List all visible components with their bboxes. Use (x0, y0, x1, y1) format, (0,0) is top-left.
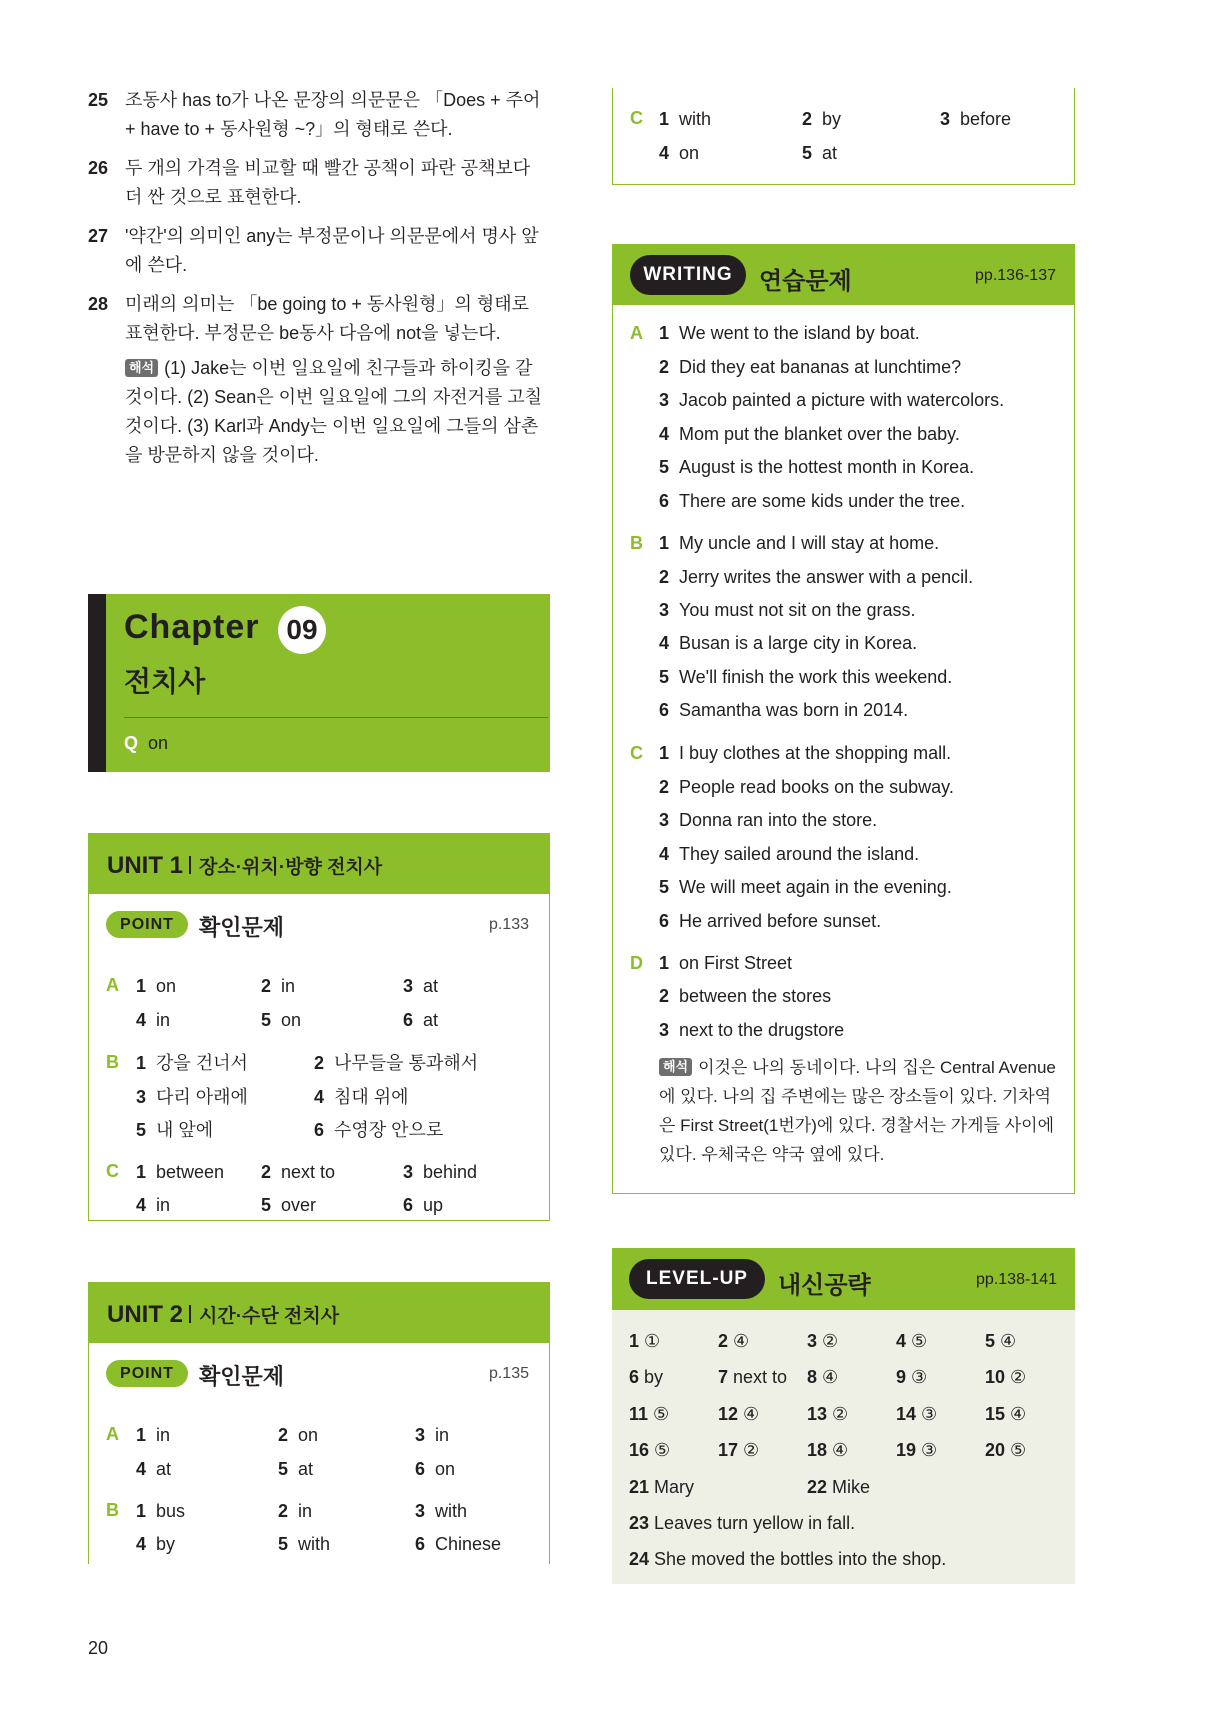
answer-line: 1 My uncle and I will stay at home. (659, 533, 940, 553)
unit2-header (89, 1283, 549, 1343)
answer: 4 at (136, 1459, 172, 1479)
answer: 10 ② (985, 1367, 1027, 1387)
unit-label: UNIT 2 (107, 1301, 184, 1328)
note-number: 26 (88, 158, 109, 178)
answer-line: 2 People read books on the subway. (659, 777, 954, 797)
note-text: 미래의 의미는 「be going to + 동사원형」의 형태로 표현한다. 부정문은 be동사 다음에 not을 넣는다. (125, 294, 530, 343)
note-number: 28 (88, 294, 109, 314)
label-a: A (106, 1424, 119, 1444)
writing-box (612, 244, 1075, 1194)
answer: 22 Mike (807, 1477, 871, 1497)
note-number: 25 (88, 90, 109, 110)
answer: 3 ② (807, 1331, 839, 1351)
answer: 1 between (136, 1162, 225, 1182)
answer-line: 6 He arrived before sunset. (659, 911, 882, 931)
unit-subtitle: 시간·수단 전치사 (199, 1306, 340, 1327)
answer-line: 4 Busan is a large city in Korea. (659, 633, 918, 653)
label-c: C (106, 1161, 119, 1181)
unit2-box (88, 1282, 550, 1564)
answer: 5 ④ (985, 1331, 1017, 1351)
answer-line: 1 on First Street (659, 953, 793, 973)
answer: 1 in (136, 1425, 171, 1445)
answer-line: 4 Mom put the blanket over the baby. (659, 424, 960, 444)
answer: 13 ② (807, 1404, 849, 1424)
note-25 (88, 86, 550, 144)
answer-line: 2 between the stores (659, 986, 832, 1006)
answer: 1 강을 건너서 (136, 1053, 248, 1073)
note-text: 조동사 has to가 나온 문장의 의문문은 「Does + 주어 + have to + 동사원형 ~?」의 형태로 쓴다. (125, 90, 541, 139)
answer: 18 ④ (807, 1440, 849, 1460)
answer: 4 by (136, 1534, 176, 1554)
answer: 5 on (261, 1010, 302, 1030)
answer: 3 with (415, 1501, 468, 1521)
label-a: A (106, 975, 119, 995)
note-28 (88, 290, 550, 470)
section-title: 내신공략 (778, 1272, 871, 1299)
answer: 5 내 앞에 (136, 1120, 214, 1140)
label-b: B (630, 533, 643, 553)
answer: 5 with (278, 1534, 331, 1554)
answer: 9 ③ (896, 1367, 928, 1387)
page-reference: p.133 (488, 916, 529, 933)
answer: 1 with (659, 109, 712, 129)
note-26 (88, 154, 550, 212)
d-translation (659, 1053, 1059, 1169)
answer: 5 at (802, 143, 838, 163)
section-title: 확인문제 (199, 1364, 285, 1389)
section-title: 확인문제 (199, 915, 285, 940)
answer: 4 on (659, 143, 700, 163)
page-reference: p.135 (488, 1365, 529, 1382)
answer: 1 ① (629, 1331, 661, 1351)
answer: 2 next to (261, 1162, 336, 1182)
levelup-badge: LEVEL-UP (629, 1259, 765, 1299)
answer: 2 나무들을 통과해서 (314, 1053, 479, 1073)
q-answer: on (148, 733, 169, 753)
answer: 16 ⑤ (629, 1440, 671, 1460)
answer: 15 ④ (985, 1404, 1027, 1424)
answer-line: 3 next to the drugstore (659, 1020, 845, 1040)
answer: 6 up (403, 1195, 444, 1215)
note-number: 27 (88, 226, 109, 246)
page-reference: pp.138-141 (976, 1271, 1057, 1288)
answer: 3 at (403, 976, 439, 996)
answer: 20 ⑤ (985, 1440, 1027, 1460)
answer: 23 Leaves turn yellow in fall. (629, 1513, 856, 1533)
answer: 3 다리 아래에 (136, 1087, 248, 1107)
unit-separator (189, 856, 191, 874)
answer: 4 in (136, 1195, 171, 1215)
answer: 12 ④ (718, 1404, 760, 1424)
unit-label: UNIT 1 (107, 852, 184, 879)
translation-badge: 해석 (125, 359, 158, 377)
answer: 6 at (403, 1010, 439, 1030)
answer: 3 behind (403, 1162, 478, 1182)
point-badge: POINT (106, 911, 188, 938)
q-label: Q (124, 733, 139, 753)
answer: 1 bus (136, 1501, 186, 1521)
answer: 24 She moved the bottles into the shop. (629, 1549, 947, 1569)
unit2-title (107, 1301, 339, 1329)
label-b: B (106, 1052, 119, 1072)
answer: 2 in (261, 976, 296, 996)
levelup-box (612, 1248, 1075, 1584)
answer: 4 침대 위에 (314, 1087, 409, 1107)
chapter-q (124, 733, 168, 754)
answer: 2 in (278, 1501, 313, 1521)
chapter-banner (88, 594, 550, 772)
answer: 3 before (940, 109, 1012, 129)
label-c: C (630, 108, 643, 128)
note-translation (125, 354, 550, 470)
note-27 (88, 222, 550, 280)
answer: 8 ④ (807, 1367, 839, 1387)
note-text: 두 개의 가격을 비교할 때 빨간 공책이 파란 공책보다 더 싼 것으로 표현한다. (125, 158, 531, 207)
answer-line: 6 There are some kids under the tree. (659, 491, 966, 511)
writing-header (613, 245, 1074, 305)
answer: 19 ③ (896, 1440, 938, 1460)
answer-line: 5 We'll finish the work this weekend. (659, 667, 953, 687)
unit1-box (88, 833, 550, 1221)
answer: 7 next to (718, 1367, 788, 1387)
answer-line: 5 August is the hottest month in Korea. (659, 457, 975, 477)
answer: 2 ④ (718, 1331, 750, 1351)
answer-line: 1 I buy clothes at the shopping mall. (659, 743, 952, 763)
section-title: 연습문제 (759, 268, 852, 295)
answer-line: 1 We went to the island by boat. (659, 323, 920, 343)
chapter-title: 전치사 (124, 666, 206, 697)
answer-line: 3 Jacob painted a picture with watercolors. (659, 390, 1005, 410)
answer: 21 Mary (629, 1477, 695, 1497)
answer: 6 Chinese (415, 1534, 502, 1554)
answer: 5 at (278, 1459, 314, 1479)
label-b: B (106, 1500, 119, 1520)
answer: 5 over (261, 1195, 317, 1215)
chapter-number: 09 (278, 606, 326, 654)
chapter-word: Chapter (124, 608, 260, 646)
unit1-title (107, 852, 382, 880)
label-c: C (630, 743, 643, 763)
answer: 3 in (415, 1425, 450, 1445)
answer: 11 ⑤ (629, 1404, 670, 1424)
writing-badge: WRITING (630, 255, 746, 295)
note-text: '약간'의 의미인 any는 부정문이나 의문문에서 명사 앞에 쓴다. (125, 226, 539, 275)
unit2-continued-box (612, 88, 1075, 185)
answer-line: 3 You must not sit on the grass. (659, 600, 916, 620)
answer: 17 ② (718, 1440, 760, 1460)
chapter-divider (124, 717, 548, 718)
answer-line: 3 Donna ran into the store. (659, 810, 878, 830)
unit-subtitle: 장소·위치·방향 전치사 (199, 857, 383, 878)
answer: 4 ⑤ (896, 1331, 928, 1351)
levelup-header (612, 1248, 1075, 1310)
answer: 6 by (629, 1367, 664, 1387)
answer-line: 2 Did they eat bananas at lunchtime? (659, 357, 962, 377)
translation-text: (1) Jake는 이번 일요일에 친구들과 하이킹을 갈 것이다. (2) Sean은 이번 일요일에 그의 자전거를 고칠 것이다. (3) Karl과 Andy는 이번 일요일에 그들의 삼촌을 방문하지 않을 것이다. (125, 358, 543, 465)
answer: 2 on (278, 1425, 319, 1445)
answer: 1 on (136, 976, 177, 996)
answer: 6 수영장 안으로 (314, 1120, 444, 1140)
answer: 6 on (415, 1459, 456, 1479)
answer: 14 ③ (896, 1404, 938, 1424)
translation-badge: 해석 (659, 1058, 692, 1076)
answer: 4 in (136, 1010, 171, 1030)
page-reference: pp.136-137 (975, 267, 1056, 284)
label-d: D (630, 953, 643, 973)
answer-line: 5 We will meet again in the evening. (659, 877, 952, 897)
answer: 2 by (802, 109, 842, 129)
answer-line: 4 They sailed around the island. (659, 844, 920, 864)
answer-line: 6 Samantha was born in 2014. (659, 700, 909, 720)
unit-separator (189, 1305, 191, 1323)
page-number: 20 (88, 1638, 109, 1658)
unit1-header (89, 834, 549, 894)
translation-text: 이것은 나의 동네이다. 나의 집은 Central Avenue에 있다. 나의 집 주변에는 많은 장소들이 있다. 기차역은 First Street(1번가)에 있다. 경찰서는 가게들 사이에 있다. 우체국은 약국 옆에 있다. (659, 1058, 1056, 1164)
answer-line: 2 Jerry writes the answer with a pencil. (659, 567, 974, 587)
label-a: A (630, 323, 643, 343)
point-badge: POINT (106, 1360, 188, 1387)
